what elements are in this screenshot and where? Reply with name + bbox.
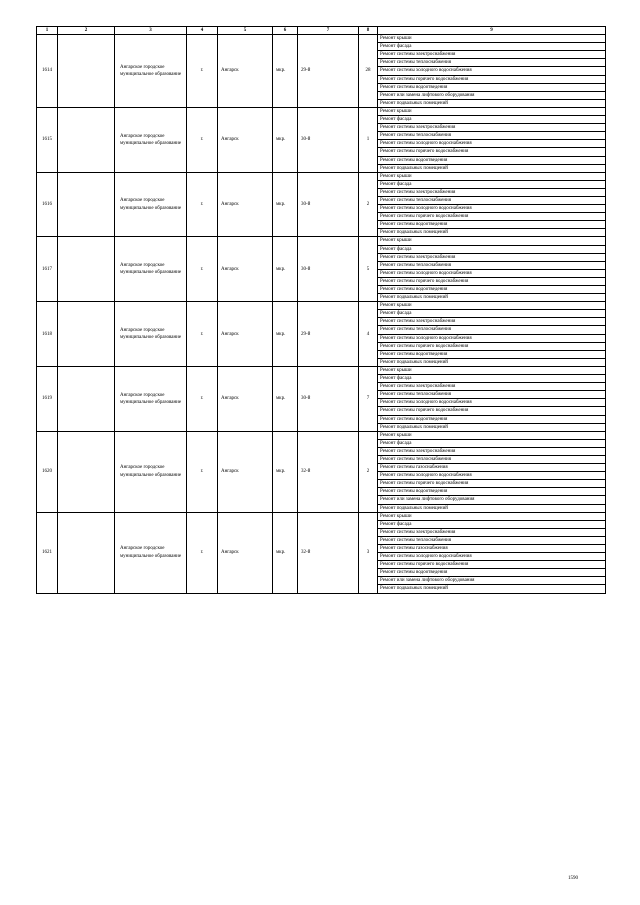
settlement-name-cell: Ангарск (218, 512, 273, 593)
street-name-cell: 30-й (298, 172, 359, 237)
street-name-cell: 32-й (298, 512, 359, 593)
house-number-cell: 2 (359, 431, 378, 512)
work-type-cell: Ремонт подвальных помещений (378, 164, 606, 172)
street-type-cell: мкр. (273, 237, 298, 302)
column-header: 2 (58, 27, 115, 35)
column-header: 7 (298, 27, 359, 35)
work-type-cell: Ремонт системы теплоснабжения (378, 391, 606, 399)
work-type-cell: Ремонт крыши (378, 431, 606, 439)
empty-cell (58, 172, 115, 237)
work-type-cell: Ремонт системы водоотведения (378, 569, 606, 577)
record-number-cell: 1617 (37, 237, 58, 302)
municipality-cell: Ангарское городское муниципальное образование (115, 107, 187, 172)
house-number-cell: 28 (359, 35, 378, 108)
work-type-cell: Ремонт крыши (378, 107, 606, 115)
settlement-type-cell: г. (187, 366, 218, 431)
house-number-cell: 5 (359, 237, 378, 302)
settlement-name-cell: Ангарск (218, 107, 273, 172)
work-type-cell: Ремонт подвальных помещений (378, 504, 606, 512)
empty-cell (58, 366, 115, 431)
column-number-row (37, 27, 606, 35)
work-type-cell: Ремонт системы теплоснабжения (378, 536, 606, 544)
municipality-cell: Ангарское городское муниципальное образование (115, 302, 187, 367)
work-type-cell: Ремонт системы горячего водоснабжения (378, 342, 606, 350)
work-type-cell: Ремонт системы водоотведения (378, 350, 606, 358)
work-type-cell: Ремонт системы водоотведения (378, 83, 606, 91)
work-type-cell: Ремонт системы электроснабжения (378, 253, 606, 261)
column-header: 6 (273, 27, 298, 35)
street-name-cell: 32-й (298, 431, 359, 512)
work-type-cell: Ремонт подвальных помещений (378, 294, 606, 302)
settlement-name-cell: Ангарск (218, 431, 273, 512)
municipality-cell: Ангарское городское муниципальное образование (115, 431, 187, 512)
house-number-cell: 1 (359, 107, 378, 172)
work-type-cell: Ремонт системы газоснабжения (378, 545, 606, 553)
house-number-cell: 4 (359, 302, 378, 367)
empty-cell (58, 237, 115, 302)
street-type-cell: мкр. (273, 107, 298, 172)
work-type-cell: Ремонт системы теплоснабжения (378, 455, 606, 463)
record-number-cell: 1621 (37, 512, 58, 593)
work-type-cell: Ремонт системы холодного водоснабжения (378, 205, 606, 213)
street-type-cell: мкр. (273, 35, 298, 108)
work-type-cell: Ремонт системы газоснабжения (378, 464, 606, 472)
settlement-name-cell: Ангарск (218, 237, 273, 302)
work-type-cell: Ремонт подвальных помещений (378, 423, 606, 431)
municipality-cell: Ангарское городское муниципальное образование (115, 35, 187, 108)
street-name-cell: 30-й (298, 366, 359, 431)
street-type-cell: мкр. (273, 431, 298, 512)
work-type-cell: Ремонт системы водоотведения (378, 488, 606, 496)
work-type-cell: Ремонт фасада (378, 180, 606, 188)
settlement-type-cell: г. (187, 172, 218, 237)
table-row (37, 302, 606, 310)
work-type-cell: Ремонт фасада (378, 116, 606, 124)
settlement-type-cell: г. (187, 237, 218, 302)
work-type-cell: Ремонт системы водоотведения (378, 156, 606, 164)
work-type-cell: Ремонт фасада (378, 245, 606, 253)
work-type-cell: Ремонт системы горячего водоснабжения (378, 407, 606, 415)
settlement-type-cell: г. (187, 512, 218, 593)
house-number-cell: 3 (359, 512, 378, 593)
work-type-cell: Ремонт системы холодного водоснабжения (378, 269, 606, 277)
settlement-name-cell: Ангарск (218, 366, 273, 431)
work-type-cell: Ремонт системы электроснабжения (378, 124, 606, 132)
table-row (37, 107, 606, 115)
work-type-cell: Ремонт крыши (378, 366, 606, 374)
table-row (37, 35, 606, 43)
record-number-cell: 1616 (37, 172, 58, 237)
table-row (37, 512, 606, 520)
work-type-cell: Ремонт или замена лифтового оборудования (378, 91, 606, 99)
street-name-cell: 29-й (298, 35, 359, 108)
table-row (37, 366, 606, 374)
repair-schedule-table (36, 26, 606, 594)
work-type-cell: Ремонт фасада (378, 439, 606, 447)
page-number: 1590 (568, 876, 578, 881)
municipality-cell: Ангарское городское муниципальное образование (115, 366, 187, 431)
street-type-cell: мкр. (273, 302, 298, 367)
record-number-cell: 1614 (37, 35, 58, 108)
empty-cell (58, 512, 115, 593)
work-type-cell: Ремонт системы электроснабжения (378, 188, 606, 196)
work-type-cell: Ремонт системы горячего водоснабжения (378, 213, 606, 221)
work-type-cell: Ремонт фасада (378, 520, 606, 528)
settlement-name-cell: Ангарск (218, 35, 273, 108)
work-type-cell: Ремонт крыши (378, 512, 606, 520)
work-type-cell: Ремонт системы электроснабжения (378, 447, 606, 455)
column-header: 1 (37, 27, 58, 35)
work-type-cell: Ремонт системы холодного водоснабжения (378, 399, 606, 407)
empty-cell (58, 302, 115, 367)
work-type-cell: Ремонт системы электроснабжения (378, 383, 606, 391)
work-type-cell: Ремонт системы водоотведения (378, 221, 606, 229)
work-type-cell: Ремонт крыши (378, 172, 606, 180)
table-row (37, 172, 606, 180)
street-name-cell: 30-й (298, 237, 359, 302)
settlement-type-cell: г. (187, 35, 218, 108)
column-header: 5 (218, 27, 273, 35)
municipality-cell: Ангарское городское муниципальное образование (115, 512, 187, 593)
work-type-cell: Ремонт системы холодного водоснабжения (378, 67, 606, 75)
work-type-cell: Ремонт фасада (378, 375, 606, 383)
street-type-cell: мкр. (273, 512, 298, 593)
work-type-cell: Ремонт фасада (378, 310, 606, 318)
column-header: 4 (187, 27, 218, 35)
work-type-cell: Ремонт крыши (378, 237, 606, 245)
column-header: 8 (359, 27, 378, 35)
street-type-cell: мкр. (273, 366, 298, 431)
table-body (37, 27, 606, 594)
record-number-cell: 1620 (37, 431, 58, 512)
work-type-cell: Ремонт подвальных помещений (378, 585, 606, 593)
street-name-cell: 30-й (298, 107, 359, 172)
work-type-cell: Ремонт системы теплоснабжения (378, 132, 606, 140)
work-type-cell: Ремонт системы горячего водоснабжения (378, 148, 606, 156)
work-type-cell: Ремонт системы электроснабжения (378, 51, 606, 59)
empty-cell (58, 35, 115, 108)
work-type-cell: Ремонт подвальных помещений (378, 99, 606, 107)
street-type-cell: мкр. (273, 172, 298, 237)
work-type-cell: Ремонт системы теплоснабжения (378, 326, 606, 334)
empty-cell (58, 431, 115, 512)
street-name-cell: 29-й (298, 302, 359, 367)
column-header: 3 (115, 27, 187, 35)
work-type-cell: Ремонт системы теплоснабжения (378, 261, 606, 269)
work-type-cell: Ремонт системы электроснабжения (378, 528, 606, 536)
work-type-cell: Ремонт крыши (378, 35, 606, 43)
work-type-cell: Ремонт системы теплоснабжения (378, 59, 606, 67)
settlement-name-cell: Ангарск (218, 302, 273, 367)
table-row (37, 237, 606, 245)
record-number-cell: 1619 (37, 366, 58, 431)
work-type-cell: Ремонт системы холодного водоснабжения (378, 553, 606, 561)
work-type-cell: Ремонт системы теплоснабжения (378, 196, 606, 204)
settlement-type-cell: г. (187, 302, 218, 367)
work-type-cell: Ремонт фасада (378, 43, 606, 51)
work-type-cell: Ремонт системы холодного водоснабжения (378, 334, 606, 342)
work-type-cell: Ремонт системы горячего водоснабжения (378, 480, 606, 488)
record-number-cell: 1615 (37, 107, 58, 172)
empty-cell (58, 107, 115, 172)
work-type-cell: Ремонт системы водоотведения (378, 415, 606, 423)
work-type-cell: Ремонт системы горячего водоснабжения (378, 277, 606, 285)
work-type-cell: Ремонт системы холодного водоснабжения (378, 140, 606, 148)
municipality-cell: Ангарское городское муниципальное образование (115, 172, 187, 237)
work-type-cell: Ремонт системы горячего водоснабжения (378, 561, 606, 569)
work-type-cell: Ремонт крыши (378, 302, 606, 310)
table-row (37, 431, 606, 439)
work-type-cell: Ремонт системы водоотведения (378, 286, 606, 294)
work-type-cell: Ремонт или замена лифтового оборудования (378, 577, 606, 585)
house-number-cell: 2 (359, 172, 378, 237)
record-number-cell: 1618 (37, 302, 58, 367)
settlement-name-cell: Ангарск (218, 172, 273, 237)
work-type-cell: Ремонт подвальных помещений (378, 358, 606, 366)
settlement-type-cell: г. (187, 431, 218, 512)
settlement-type-cell: г. (187, 107, 218, 172)
house-number-cell: 7 (359, 366, 378, 431)
municipality-cell: Ангарское городское муниципальное образование (115, 237, 187, 302)
work-type-cell: Ремонт подвальных помещений (378, 229, 606, 237)
work-type-cell: Ремонт системы электроснабжения (378, 318, 606, 326)
column-header: 9 (378, 27, 606, 35)
work-type-cell: Ремонт системы горячего водоснабжения (378, 75, 606, 83)
work-type-cell: Ремонт системы холодного водоснабжения (378, 472, 606, 480)
work-type-cell: Ремонт или замена лифтового оборудования (378, 496, 606, 504)
